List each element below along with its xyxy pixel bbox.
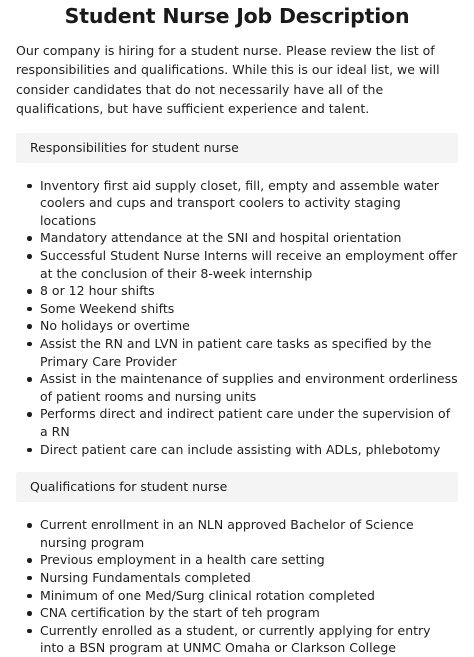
list-item: 8 or 12 hour shifts (16, 282, 458, 300)
qualifications-list (16, 516, 458, 657)
responsibilities-list (16, 177, 458, 459)
list-item: Successful Student Nurse Interns will receive an employment offer at the conclusion of their 8-week internship (16, 247, 458, 282)
list-item: Assist in the maintenance of supplies and environment orderliness of patient rooms and nursing units (16, 370, 458, 405)
list-item: Assist the RN and LVN in patient care tasks as specified by the Primary Care Provider (16, 335, 458, 370)
responsibilities-header: Responsibilities for student nurse (16, 133, 458, 163)
intro-paragraph: Our company is hiring for a student nurse. Please review the list of responsibilities and qualifications. While this is our ideal list, we will consider candidates that do not necessarily have all of the qualifications, but have sufficient experience and talent. (16, 43, 440, 117)
list-item: Some Weekend shifts (16, 300, 458, 318)
list-item: Previous employment in a health care setting (16, 551, 458, 569)
list-item: Minimum of one Med/Surg clinical rotation completed (16, 587, 458, 605)
list-item: Nursing Fundamentals completed (16, 569, 458, 587)
list-item: Mandatory attendance at the SNI and hospital orientation (16, 229, 458, 247)
list-item: Inventory first aid supply closet, fill, empty and assemble water coolers and cups and transport coolers to activity staging locations (16, 177, 458, 230)
qualifications-header: Qualifications for student nurse (16, 472, 458, 502)
list-item: Performs direct and indirect patient care under the supervision of a RN (16, 405, 458, 440)
page-title: Student Nurse Job Description (64, 4, 410, 28)
list-item: Currently enrolled as a student, or currently applying for entry into a BSN program at UNMC Omaha or Clarkson College (16, 622, 458, 657)
list-item: Direct patient care can include assisting with ADLs, phlebotomy (16, 441, 458, 459)
list-item: Current enrollment in an NLN approved Bachelor of Science nursing program (16, 516, 458, 551)
list-item: CNA certification by the start of teh program (16, 604, 458, 622)
list-item: No holidays or overtime (16, 317, 458, 335)
